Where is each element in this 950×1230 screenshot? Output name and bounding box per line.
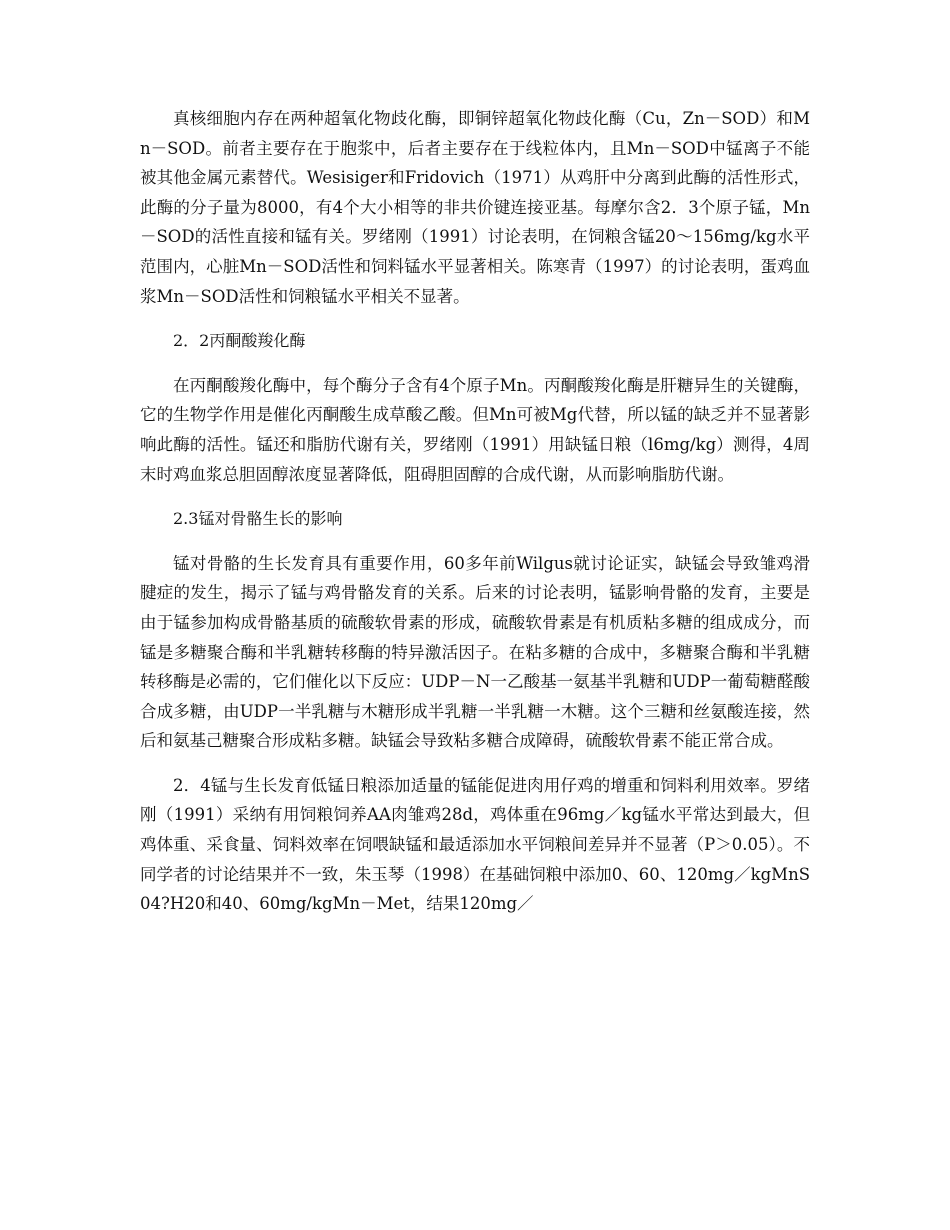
paragraph-pyruvate: 在丙酮酸羧化酶中，每个酶分子含有4个原子Mn。丙酮酸羧化酶是肝糖异生的关键酶，它的生物学作用是催化丙酮酸生成草酸乙酸。但Mn可被Mg代替，所以锰的缺乏并不显著影响此酶的活性。锰还和脂肪代谢有关，罗绪刚（1991）用缺锰日粮（l6mg/kg）测得，4周末时鸡血浆总胆固醇浓度显著降低，阻碍胆固醇的合成代谢，从而影响脂肪代谢。 bbox=[140, 375, 810, 484]
document-body bbox=[140, 104, 810, 919]
paragraph-sod: 真核细胞内存在两种超氧化物歧化酶，即铜锌超氧化物歧化酶（Cu，Zn－SOD）和Mn－SOD。前者主要存在于胞浆中，后者主要存在于线粒体内，且Mn－SOD中锰离子不能被其他金属元素替代。Wesisiger和Fridovich（1971）从鸡肝中分离到此酶的活性形式，此酶的分子量为8000，有4个大小相等的非共价键连接亚基。每摩尔含2．3个原子锰，Mn－SOD的活性直接和锰有关。罗绪刚（1991）讨论表明，在饲粮含锰20～156mg/kg水平范围内，心脏Mn－SOD活性和饲料锰水平显著相关。陈寒青（1997）的讨论表明，蛋鸡血浆Mn－SOD活性和饲粮锰水平相关不显著。 bbox=[140, 109, 810, 306]
paragraph-growth: 2．4锰与生长发育低锰日粮添加适量的锰能促进肉用仔鸡的增重和饲料利用效率。罗绪刚（1991）采纳有用饲粮饲养AA肉雏鸡28d，鸡体重在96mg／kg锰水平常达到最大，但鸡体重、采食量、饲料效率在饲喂缺锰和最适添加水平饲粮间差异并不显著（P＞0.05）。不同学者的讨论结果并不一致，朱玉琴（1998）在基础饲粮中添加0、60、120mg／kgMnS04?H20和40、60mg/kgMn－Met，结果120mg／ bbox=[140, 775, 810, 914]
section-heading-2-2: 2．2丙酮酸羧化酶 bbox=[173, 331, 306, 351]
paragraph-bone: 锰对骨骼的生长发育具有重要作用，60多年前Wilgus就讨论证实，缺锰会导致雏鸡滑腱症的发生，揭示了锰与鸡骨骼发育的关系。后来的讨论表明，锰影响骨骼的发育，主要是由于锰参加构成骨骼基质的硫酸软骨素的形成，硫酸软骨素是有机质粘多糖的组成成分，而锰是多糖聚合酶和半乳糖转移酶的特异激活因子。在粘多糖的合成中，多糖聚合酶和半乳糖转移酶是必需的，它们催化以下反应：UDP－N一乙酸基一氨基半乳糖和UDP一葡萄糖醛酸合成多糖，由UDP一半乳糖与木糖形成半乳糖一半乳糖一木糖。这个三糖和丝氨酸连接，然后和氨基己糖聚合形成粘多糖。缺锰会导致粘多糖合成障碍，硫酸软骨素不能正常合成。 bbox=[140, 553, 810, 751]
section-heading-2-3: 2.3锰对骨骼生长的影响 bbox=[173, 509, 343, 529]
